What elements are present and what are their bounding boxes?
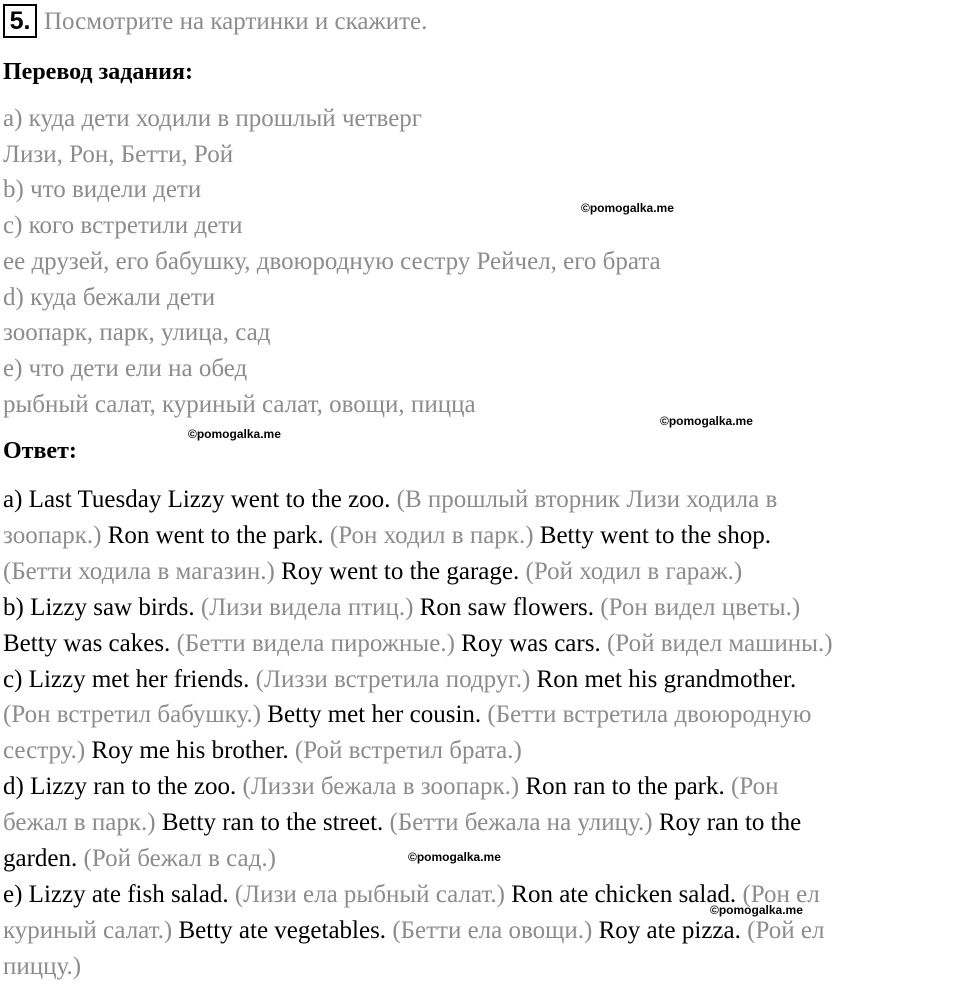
russian-translation: (В прошлый вторник Лизи ходила в [396,486,778,513]
russian-translation: (Рой бежал в сад.) [83,845,276,872]
watermark: ©pomogalka.me [408,850,501,864]
english-answer: a) Last Tuesday Lizzy went to the zoo. [3,486,397,513]
russian-translation: (Бетти встретила двоюродную [487,701,812,729]
english-answer: Betty went to the shop. [539,521,771,549]
russian-translation: (Рон ел [742,880,820,908]
english-answer: Ron ran to the park. [525,773,731,801]
watermark: ©pomogalka.me [660,414,753,428]
russian-translation: (Рон [731,773,779,801]
translation-line: a) куда дети ходили в прошлый четверг [3,105,423,132]
russian-translation: (Рой ходил в гараж.) [525,557,743,585]
english-answer: Ron ate chicken salad. [511,880,743,908]
translation-line: рыбный салат, куриный салат, овощи, пицца [3,390,476,418]
russian-translation: пиццу.) [3,952,82,980]
watermark: ©pomogalka.me [581,201,674,215]
english-answer: Ron met his grandmother. [536,665,797,693]
translation-line: Лизи, Рон, Бетти, Рой [3,140,234,168]
answer-line [3,626,833,662]
russian-translation: (Рой встретил брата.) [294,737,522,765]
translation-line: d) куда бежали дети [3,283,216,311]
english-answer: c) Lizzy met her friends. [3,665,256,693]
answer-line [3,841,276,877]
english-answer: Roy ran to the [658,809,802,837]
answer-line [3,877,820,913]
russian-translation: (Бетти бежала на улицу.) [389,809,659,837]
russian-translation: (Лизи ела рыбный салат.) [234,880,512,908]
russian-translation: (Рон ходил в парк.) [329,521,540,549]
russian-translation: (Бетти ела овощи.) [392,916,599,944]
russian-translation: (Рой ел [747,916,825,944]
answer-line [3,662,796,698]
answer-line [3,697,811,733]
answer-line [3,554,742,590]
answer-line [3,482,777,518]
english-answer: Ron saw flowers. [419,593,601,621]
english-answer: Betty met her cousin. [267,701,488,729]
russian-translation: (Бетти видела пирожные.) [176,629,462,657]
english-answer: Betty was cakes. [3,629,177,657]
answer-line [3,733,522,769]
english-answer: Betty ate vegetables. [178,916,393,944]
russian-translation: зоопарк.) [3,521,108,549]
russian-translation: (Лиззи бежала в зоопарк.) [242,773,526,801]
russian-translation: (Рон видел цветы.) [600,593,801,621]
translation-line: ее друзей, его бабушку, двоюродную сестру Рейчел, его брата [3,247,661,275]
answer-line [3,518,771,554]
russian-translation: бежал в парк.) [3,809,162,837]
russian-translation: (Бетти ходила в магазин.) [3,557,282,585]
translation-line: c) кого встретили дети [3,212,243,240]
answer-line [3,913,824,949]
answer-line [3,949,81,985]
answer-line [3,590,800,626]
task-number: 5. [3,4,37,38]
russian-translation: (Лиззи встретила подруг.) [255,665,537,693]
task-instruction: Посмотрите на картинки и скажите. [44,8,428,35]
russian-translation: (Лизи видела птиц.) [200,593,420,621]
english-answer: Ron went to the park. [107,521,330,549]
translation-line: зоопарк, парк, улица, сад [3,319,271,347]
english-answer: e) Lizzy ate fish salad. [3,880,235,908]
english-answer: Roy went to the garage. [281,557,526,585]
english-answer: Roy ate pizza. [598,916,748,944]
russian-translation: (Рон встретил бабушку.) [3,701,268,729]
answer-line [3,805,801,841]
english-answer: garden. [3,845,84,872]
english-answer: b) Lizzy saw birds. [3,593,201,621]
answer-heading: Ответ: [3,438,77,464]
russian-translation: куриный салат.) [3,916,179,944]
watermark: ©pomogalka.me [188,427,281,441]
english-answer: d) Lizzy ran to the zoo. [3,773,243,801]
answer-line [3,769,779,805]
english-answer: Roy me his brother. [91,737,295,765]
english-answer: Roy was cars. [461,629,607,657]
english-answer: Betty ran to the street. [161,809,390,837]
translation-line: e) что дети ели на обед [3,354,248,382]
watermark: ©pomogalka.me [710,903,803,917]
russian-translation: (Рой видел машины.) [606,629,833,657]
translation-line: b) что видели дети [3,176,202,204]
russian-translation: сестру.) [3,737,92,765]
translation-heading: Перевод задания: [3,59,193,85]
